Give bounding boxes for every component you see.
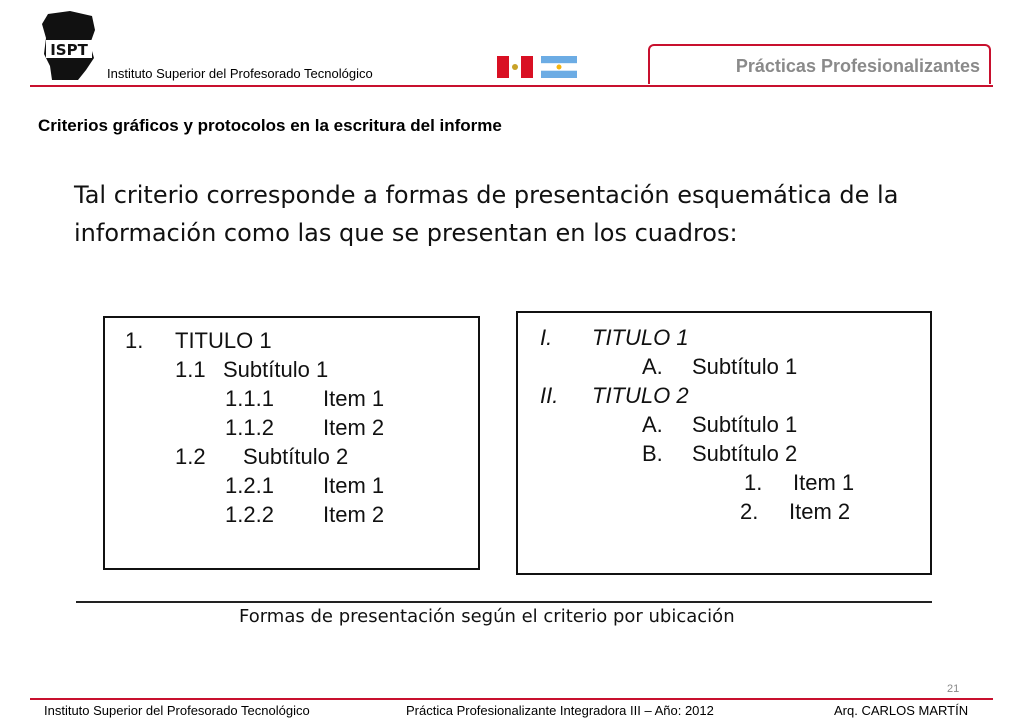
peru-flag-icon: [497, 56, 533, 78]
intro-paragraph: Tal criterio corresponde a formas de presentación esquemática de la información como las que se presentan en los cuadros:: [74, 181, 899, 247]
outline-number: 1.2: [175, 444, 206, 469]
footer-institution: Instituto Superior del Profesorado Tecnológico: [44, 703, 310, 718]
outline-text: Subtítulo 2: [243, 444, 349, 469]
outline-number: I.: [540, 325, 553, 350]
outline-text: Item 2: [323, 415, 385, 440]
outline-text: Item 1: [323, 473, 385, 498]
outline-text: TITULO 2: [592, 383, 689, 408]
header-title: Prácticas Profesionalizantes: [735, 56, 980, 76]
institution-name: Instituto Superior del Profesorado Tecnológico: [107, 66, 373, 81]
figure-caption: Formas de presentación según el criterio por ubicación: [239, 606, 735, 627]
outline-number: 2.: [740, 499, 759, 524]
outline-number: A.: [642, 354, 663, 379]
svg-text:ISPT: ISPT: [50, 41, 88, 59]
outline-number: 1.2.2: [225, 502, 274, 527]
footer-divider: [30, 698, 993, 700]
outline-text: TITULO 1: [592, 325, 689, 350]
header-divider: [30, 85, 993, 87]
decimal-outline-box: [103, 316, 480, 570]
outline-number: 1.: [125, 328, 144, 353]
footer-author: Arq. CARLOS MARTÍN: [834, 703, 969, 718]
section-title: Criterios gráficos y protocolos en la escritura del informe: [38, 116, 502, 135]
outline-number: 1.: [744, 470, 763, 495]
outline-text: Item 1: [793, 470, 855, 495]
outline-number: A.: [642, 412, 663, 437]
outline-text: Item 2: [323, 502, 385, 527]
outline-text: Subtítulo 1: [692, 412, 798, 437]
footer-course: Práctica Profesionalizante Integradora III – Año: 2012: [406, 703, 714, 718]
roman-outline-box: [516, 311, 932, 575]
outline-number: 1.1: [175, 357, 206, 382]
outline-text: TITULO 1: [175, 328, 272, 353]
argentina-flag-icon: [541, 56, 577, 78]
outline-number: II.: [540, 383, 559, 408]
outline-text: Subtítulo 1: [223, 357, 329, 382]
header-title-box: [648, 44, 991, 84]
outline-number: 1.1.2: [225, 415, 274, 440]
outline-number: 1.2.1: [225, 473, 274, 498]
outline-number: B.: [642, 441, 663, 466]
caption-rule: [76, 601, 932, 603]
outline-text: Item 2: [789, 499, 851, 524]
outline-text: Subtítulo 1: [692, 354, 798, 379]
outline-text: Subtítulo 2: [692, 441, 798, 466]
outline-number: 1.1.1: [225, 386, 274, 411]
page-number: 21: [947, 683, 960, 695]
ispt-logo: [40, 10, 98, 82]
outline-text: Item 1: [323, 386, 385, 411]
